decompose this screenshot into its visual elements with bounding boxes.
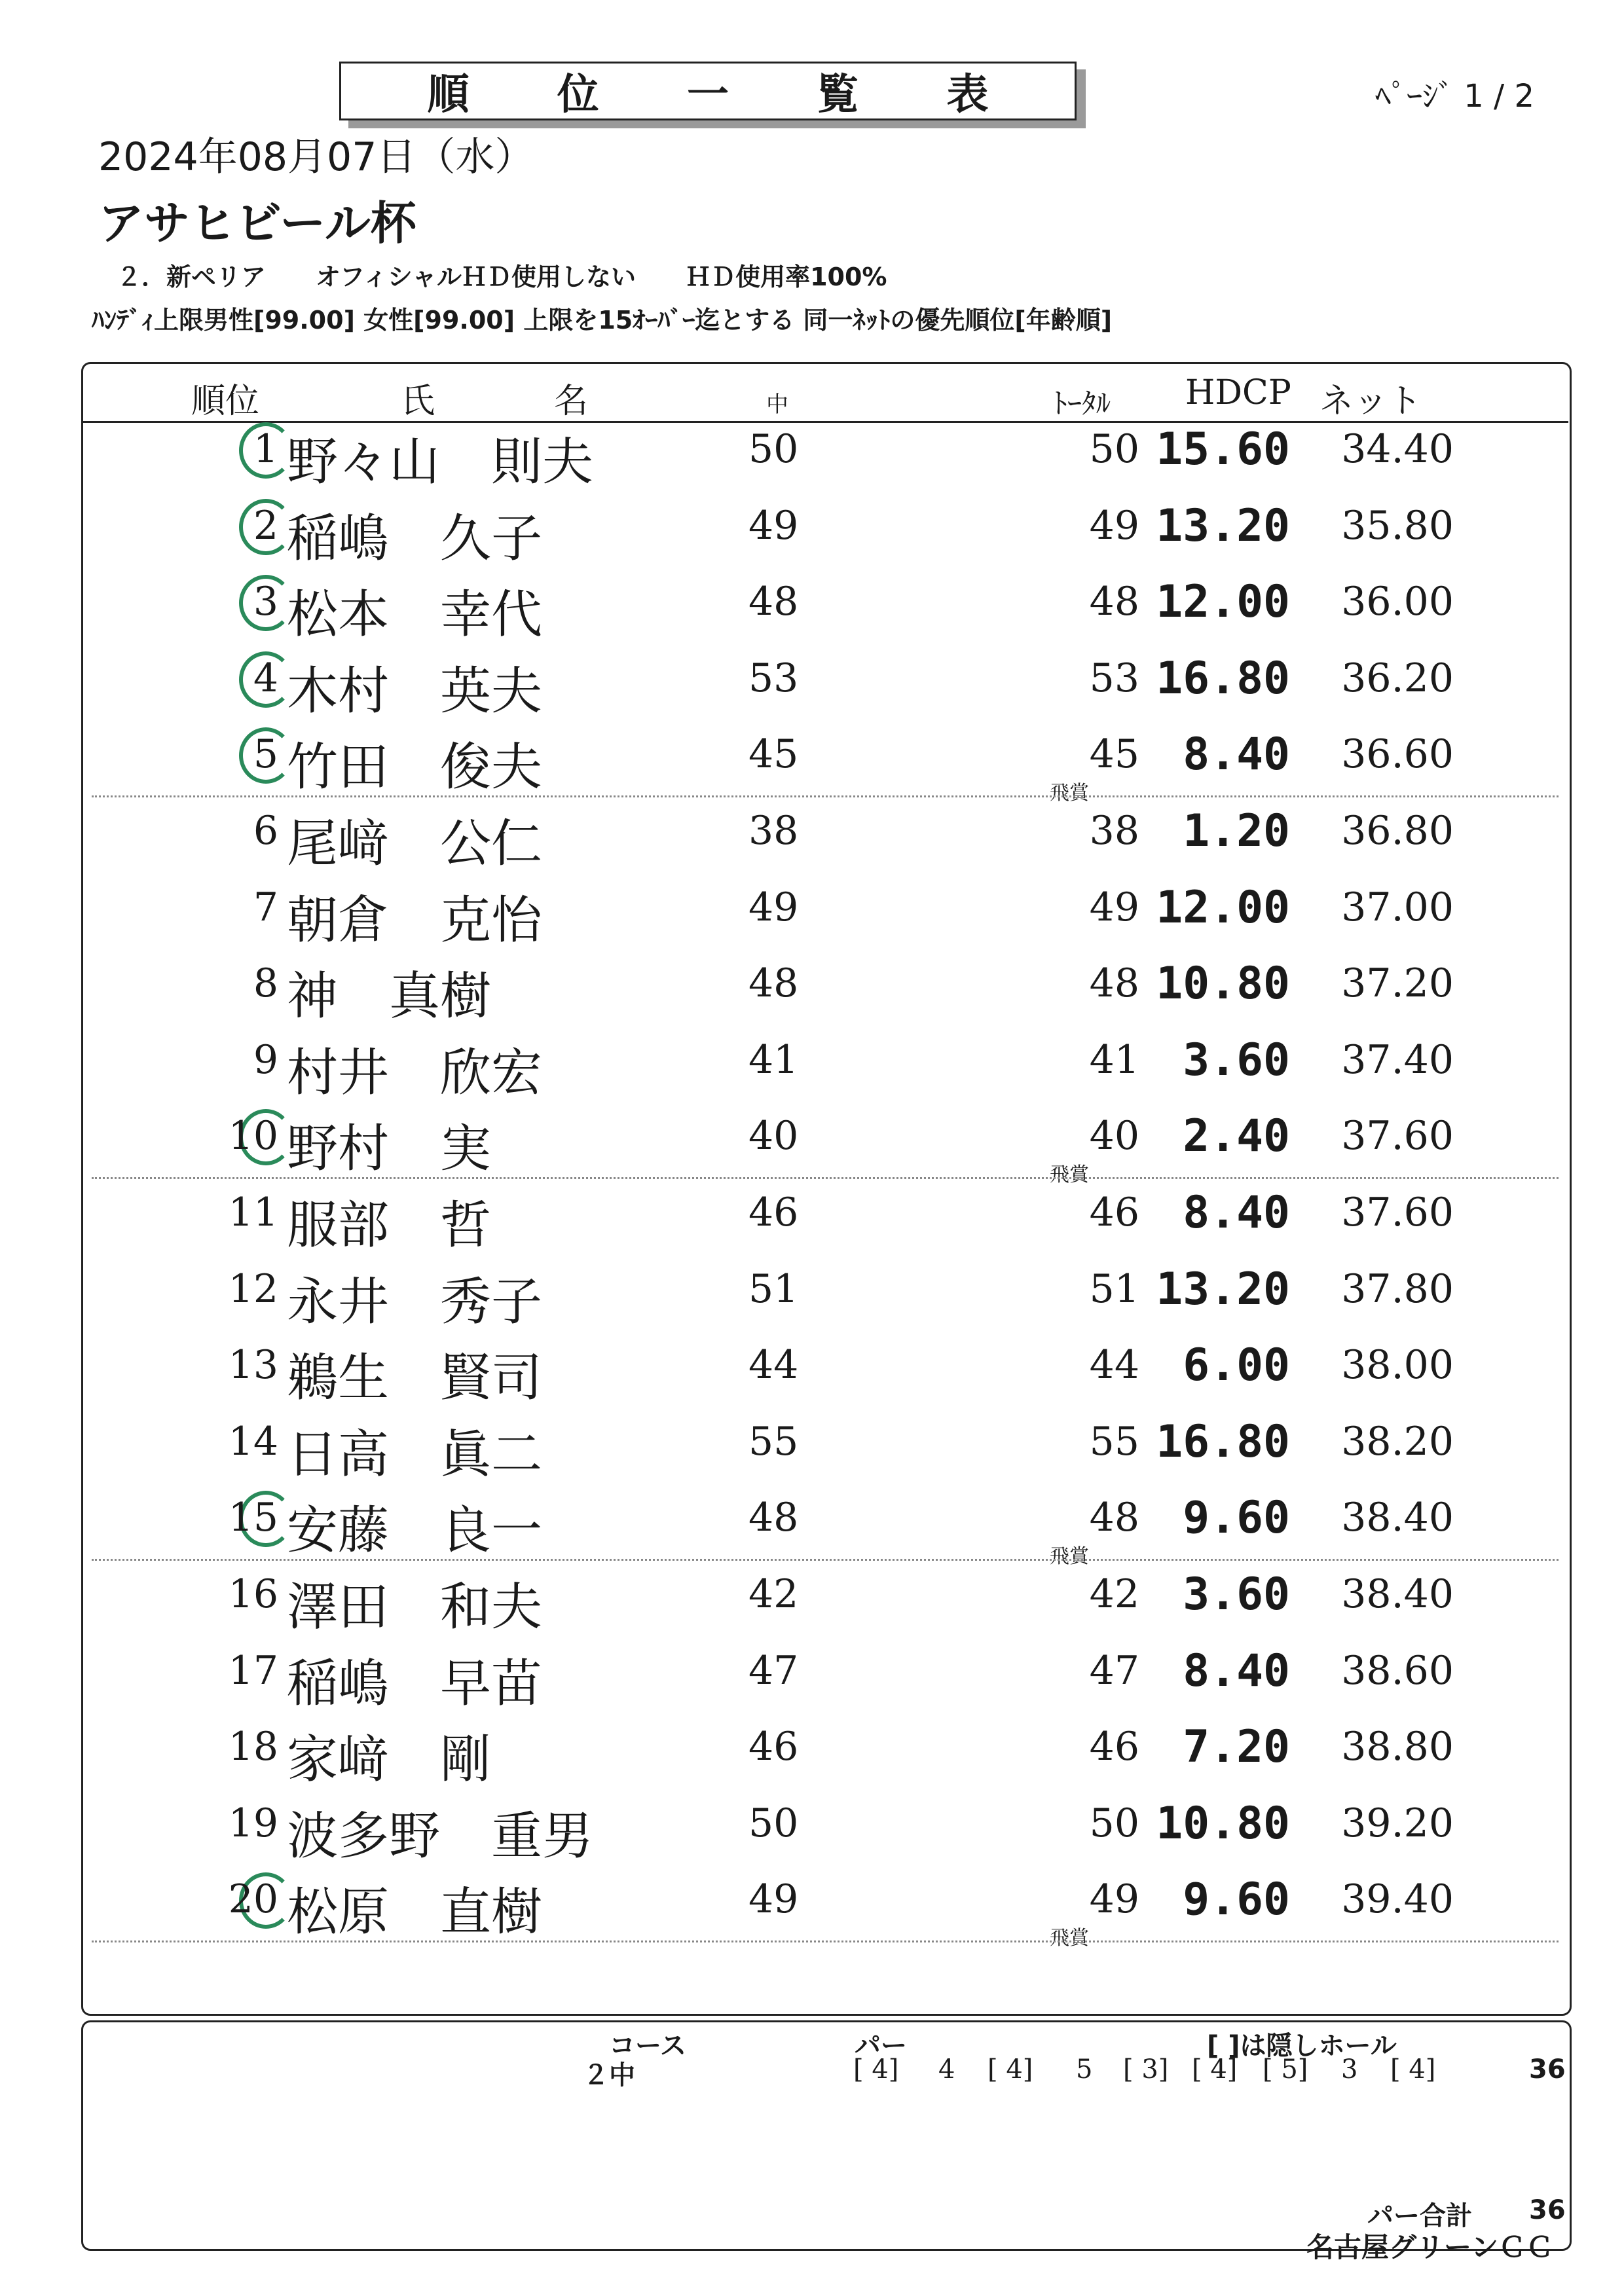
net-score: 36.00 bbox=[1341, 579, 1454, 625]
net-score: 37.40 bbox=[1341, 1036, 1454, 1083]
group-divider bbox=[92, 1559, 1559, 1561]
group-divider bbox=[92, 1177, 1559, 1179]
gross-score: 53 bbox=[748, 655, 799, 701]
player-name: 日高 眞二 bbox=[287, 1425, 543, 1484]
rank-number: 18 bbox=[228, 1724, 278, 1770]
total-score: 42 bbox=[1089, 1571, 1139, 1617]
rank-number: 14 bbox=[228, 1418, 278, 1465]
total-score: 47 bbox=[1089, 1647, 1139, 1694]
gross-score: 48 bbox=[748, 579, 799, 625]
table-row bbox=[0, 951, 1624, 1028]
handicap: 13.20 bbox=[1156, 1263, 1290, 1315]
table-row bbox=[0, 1104, 1624, 1187]
total-score: 44 bbox=[1089, 1342, 1139, 1389]
handicap: 16.80 bbox=[1156, 652, 1290, 704]
total-score: 38 bbox=[1089, 808, 1139, 854]
title-box bbox=[339, 62, 1077, 120]
col-header-name-1: 氏 bbox=[401, 382, 435, 421]
total-score: 53 bbox=[1089, 655, 1139, 701]
net-score: 37.20 bbox=[1341, 960, 1454, 1007]
total-score: 48 bbox=[1089, 960, 1139, 1007]
award-label: 飛賞 bbox=[1050, 782, 1089, 805]
table-row bbox=[0, 1562, 1624, 1639]
table-row bbox=[0, 1333, 1624, 1410]
rank-number: 3 bbox=[253, 579, 278, 625]
rank-number: 19 bbox=[228, 1800, 278, 1846]
rank-number: 13 bbox=[228, 1342, 278, 1389]
player-name: 松本 幸代 bbox=[287, 585, 543, 645]
col-header-hdcp: HDCP bbox=[1185, 373, 1291, 412]
handicap: 8.40 bbox=[1183, 729, 1290, 781]
player-name: 竹田 俊夫 bbox=[287, 738, 543, 797]
handicap: 13.20 bbox=[1156, 500, 1290, 552]
table-row bbox=[0, 1639, 1624, 1715]
table-row bbox=[0, 570, 1624, 646]
net-score: 38.20 bbox=[1341, 1418, 1454, 1465]
table-row bbox=[0, 1028, 1624, 1104]
gross-score: 49 bbox=[748, 502, 799, 549]
handicap-rules: ﾊﾝﾃﾞｨ上限男性[99.00] 女性[99.00] 上限を15ｵｰﾊﾞｰ迄とする 同一ﾈｯﾄの優先順位[年齢順] bbox=[92, 306, 1113, 335]
table-row bbox=[0, 875, 1624, 952]
rank-number: 2 bbox=[253, 502, 278, 549]
total-score: 50 bbox=[1089, 1800, 1139, 1846]
table-row bbox=[0, 799, 1624, 875]
net-score: 38.60 bbox=[1341, 1647, 1454, 1694]
net-score: 38.80 bbox=[1341, 1724, 1454, 1770]
handicap: 10.80 bbox=[1156, 1797, 1290, 1850]
gross-score: 47 bbox=[748, 1647, 799, 1694]
par-total-value: 36 bbox=[1529, 2195, 1566, 2225]
hole-par: 5 bbox=[1076, 2054, 1093, 2085]
handicap: 16.80 bbox=[1156, 1415, 1290, 1468]
hole-par: [ 4] bbox=[853, 2054, 899, 2085]
gross-score: 50 bbox=[748, 1800, 799, 1846]
event-name: アサヒビール杯 bbox=[98, 196, 416, 250]
total-score: 46 bbox=[1089, 1724, 1139, 1770]
total-score: 55 bbox=[1089, 1418, 1139, 1465]
rank-number: 8 bbox=[253, 960, 278, 1007]
player-name: 安藤 良一 bbox=[287, 1501, 543, 1561]
gross-score: 50 bbox=[748, 426, 799, 472]
player-name: 澤田 和夫 bbox=[287, 1578, 543, 1637]
handicap: 2.40 bbox=[1183, 1110, 1290, 1163]
player-name: 木村 英夫 bbox=[287, 661, 543, 721]
net-score: 37.60 bbox=[1341, 1113, 1454, 1159]
table-row bbox=[0, 1485, 1624, 1569]
gross-score: 51 bbox=[748, 1266, 799, 1312]
total-score: 46 bbox=[1089, 1190, 1139, 1235]
player-name: 尾﨑 公仁 bbox=[287, 814, 543, 873]
gross-score: 42 bbox=[748, 1571, 799, 1617]
hole-par: [ 3] bbox=[1123, 2054, 1169, 2085]
page-number: ﾍﾟｰｼﾞ 1 / 2 bbox=[1375, 78, 1535, 115]
gross-score: 48 bbox=[748, 1495, 799, 1541]
par-label: パー bbox=[855, 2031, 907, 2061]
net-score: 36.60 bbox=[1341, 731, 1454, 778]
col-header-total: ﾄｰﾀﾙ bbox=[1053, 387, 1111, 420]
handicap: 15.60 bbox=[1156, 424, 1290, 475]
net-score: 38.40 bbox=[1341, 1495, 1454, 1541]
scoring-method: ２．新ペリア オフィシャルＨＤ使用しない ＨＤ使用率100% bbox=[117, 263, 887, 291]
player-name: 家﨑 剛 bbox=[287, 1730, 492, 1790]
net-score: 35.80 bbox=[1341, 502, 1454, 549]
rank-number: 6 bbox=[253, 808, 278, 854]
handicap: 8.40 bbox=[1183, 1187, 1290, 1239]
club-name: 名古屋グリーンＣＣ bbox=[1306, 2231, 1554, 2263]
page-title: 順 位 一 覧 表 bbox=[427, 71, 1025, 119]
total-score: 51 bbox=[1089, 1266, 1139, 1312]
rank-number: 15 bbox=[228, 1495, 278, 1541]
course-label: コース bbox=[609, 2031, 686, 2061]
net-score: 34.40 bbox=[1341, 426, 1454, 472]
handicap: 1.20 bbox=[1183, 805, 1290, 857]
rank-number: 17 bbox=[228, 1647, 278, 1694]
hole-par: [ 5] bbox=[1263, 2054, 1308, 2085]
net-score: 37.00 bbox=[1341, 884, 1454, 930]
col-header-net: ネット bbox=[1320, 382, 1422, 421]
handicap: 3.60 bbox=[1183, 1034, 1290, 1086]
player-name: 野々山 則夫 bbox=[287, 433, 594, 492]
rank-number: 9 bbox=[253, 1036, 278, 1083]
net-score: 39.20 bbox=[1341, 1800, 1454, 1846]
player-name: 波多野 重男 bbox=[287, 1806, 594, 1866]
player-name: 神 真樹 bbox=[287, 967, 492, 1027]
rank-number: 4 bbox=[253, 655, 278, 701]
award-label: 飛賞 bbox=[1050, 1927, 1089, 1950]
award-label: 飛賞 bbox=[1050, 1545, 1089, 1569]
group-divider bbox=[92, 1941, 1559, 1942]
player-name: 朝倉 克怡 bbox=[287, 890, 543, 950]
player-name: 服部 哲 bbox=[287, 1196, 492, 1255]
total-score: 45 bbox=[1089, 731, 1139, 778]
total-score: 48 bbox=[1089, 1495, 1139, 1541]
gross-score: 38 bbox=[748, 808, 799, 854]
player-name: 稲嶋 久子 bbox=[287, 509, 543, 568]
hole-par: 4 bbox=[938, 2054, 955, 2085]
par-total-label: パー合計 bbox=[1367, 2201, 1472, 2231]
handicap: 7.20 bbox=[1183, 1721, 1290, 1774]
col-header-name-2: 名 bbox=[554, 382, 589, 421]
gross-score: 46 bbox=[748, 1190, 799, 1235]
rank-number: 16 bbox=[228, 1571, 278, 1617]
net-score: 38.00 bbox=[1341, 1342, 1454, 1389]
player-name: 永井 秀子 bbox=[287, 1272, 543, 1332]
handicap: 10.80 bbox=[1156, 958, 1290, 1010]
net-score: 36.80 bbox=[1341, 808, 1454, 854]
course-name: ２中 bbox=[583, 2060, 635, 2090]
rank-number: 7 bbox=[253, 884, 278, 930]
table-row bbox=[0, 722, 1624, 805]
gross-score: 46 bbox=[748, 1724, 799, 1770]
handicap: 12.00 bbox=[1156, 576, 1290, 629]
group-divider bbox=[92, 795, 1559, 797]
gross-score: 45 bbox=[748, 731, 799, 778]
gross-score: 48 bbox=[748, 960, 799, 1007]
net-score: 38.40 bbox=[1341, 1571, 1454, 1617]
table-row bbox=[0, 1257, 1624, 1334]
player-name: 松原 直樹 bbox=[287, 1883, 543, 1942]
table-row bbox=[0, 1715, 1624, 1791]
rank-number: 11 bbox=[228, 1190, 278, 1235]
table-row bbox=[0, 417, 1624, 494]
event-date: 2024年08月07日（水） bbox=[98, 134, 534, 180]
hole-par: [ 4] bbox=[1192, 2054, 1238, 2085]
player-name: 鵜生 賢司 bbox=[287, 1349, 543, 1408]
net-score: 36.20 bbox=[1341, 655, 1454, 701]
rank-number: 12 bbox=[228, 1266, 278, 1312]
hole-par: [ 4] bbox=[987, 2054, 1033, 2085]
gross-score: 55 bbox=[748, 1418, 799, 1465]
hole-par: [ 4] bbox=[1390, 2054, 1436, 2085]
table-row bbox=[0, 646, 1624, 723]
table-row bbox=[0, 1180, 1624, 1257]
rank-number: 5 bbox=[253, 731, 278, 778]
award-label: 飛賞 bbox=[1050, 1163, 1089, 1187]
total-score: 41 bbox=[1089, 1036, 1139, 1083]
table-row bbox=[0, 494, 1624, 570]
player-name: 村井 欣宏 bbox=[287, 1043, 543, 1102]
hole-par: 3 bbox=[1341, 2054, 1358, 2085]
rank-number: 10 bbox=[228, 1113, 278, 1159]
total-score: 49 bbox=[1089, 1876, 1139, 1923]
rank-number: 20 bbox=[228, 1876, 278, 1923]
handicap: 9.60 bbox=[1183, 1874, 1290, 1926]
gross-score: 49 bbox=[748, 884, 799, 930]
rank-number: 1 bbox=[253, 426, 278, 472]
handicap: 9.60 bbox=[1183, 1492, 1290, 1544]
net-score: 37.80 bbox=[1341, 1266, 1454, 1312]
total-score: 49 bbox=[1089, 502, 1139, 549]
total-score: 49 bbox=[1089, 884, 1139, 930]
gross-score: 41 bbox=[748, 1036, 799, 1083]
gross-score: 40 bbox=[748, 1113, 799, 1159]
handicap: 12.00 bbox=[1156, 881, 1290, 934]
net-score: 37.60 bbox=[1341, 1190, 1454, 1235]
handicap: 6.00 bbox=[1183, 1339, 1290, 1392]
hidden-hole-label: [ ]は隠しホール bbox=[1207, 2031, 1397, 2061]
gross-score: 49 bbox=[748, 1876, 799, 1923]
table-row bbox=[0, 1867, 1624, 1950]
handicap: 8.40 bbox=[1183, 1645, 1290, 1697]
col-header-rank: 順位 bbox=[191, 382, 260, 421]
total-score: 50 bbox=[1089, 426, 1139, 472]
col-header-gross: 中 bbox=[766, 392, 788, 418]
course-par-total: 36 bbox=[1529, 2054, 1566, 2085]
player-name: 野村 実 bbox=[287, 1120, 492, 1179]
player-name: 稲嶋 早苗 bbox=[287, 1654, 543, 1713]
net-score: 39.40 bbox=[1341, 1876, 1454, 1923]
table-row bbox=[0, 1410, 1624, 1486]
handicap: 3.60 bbox=[1183, 1569, 1290, 1620]
gross-score: 44 bbox=[748, 1342, 799, 1389]
table-row bbox=[0, 1791, 1624, 1868]
total-score: 40 bbox=[1089, 1113, 1139, 1159]
total-score: 48 bbox=[1089, 579, 1139, 625]
